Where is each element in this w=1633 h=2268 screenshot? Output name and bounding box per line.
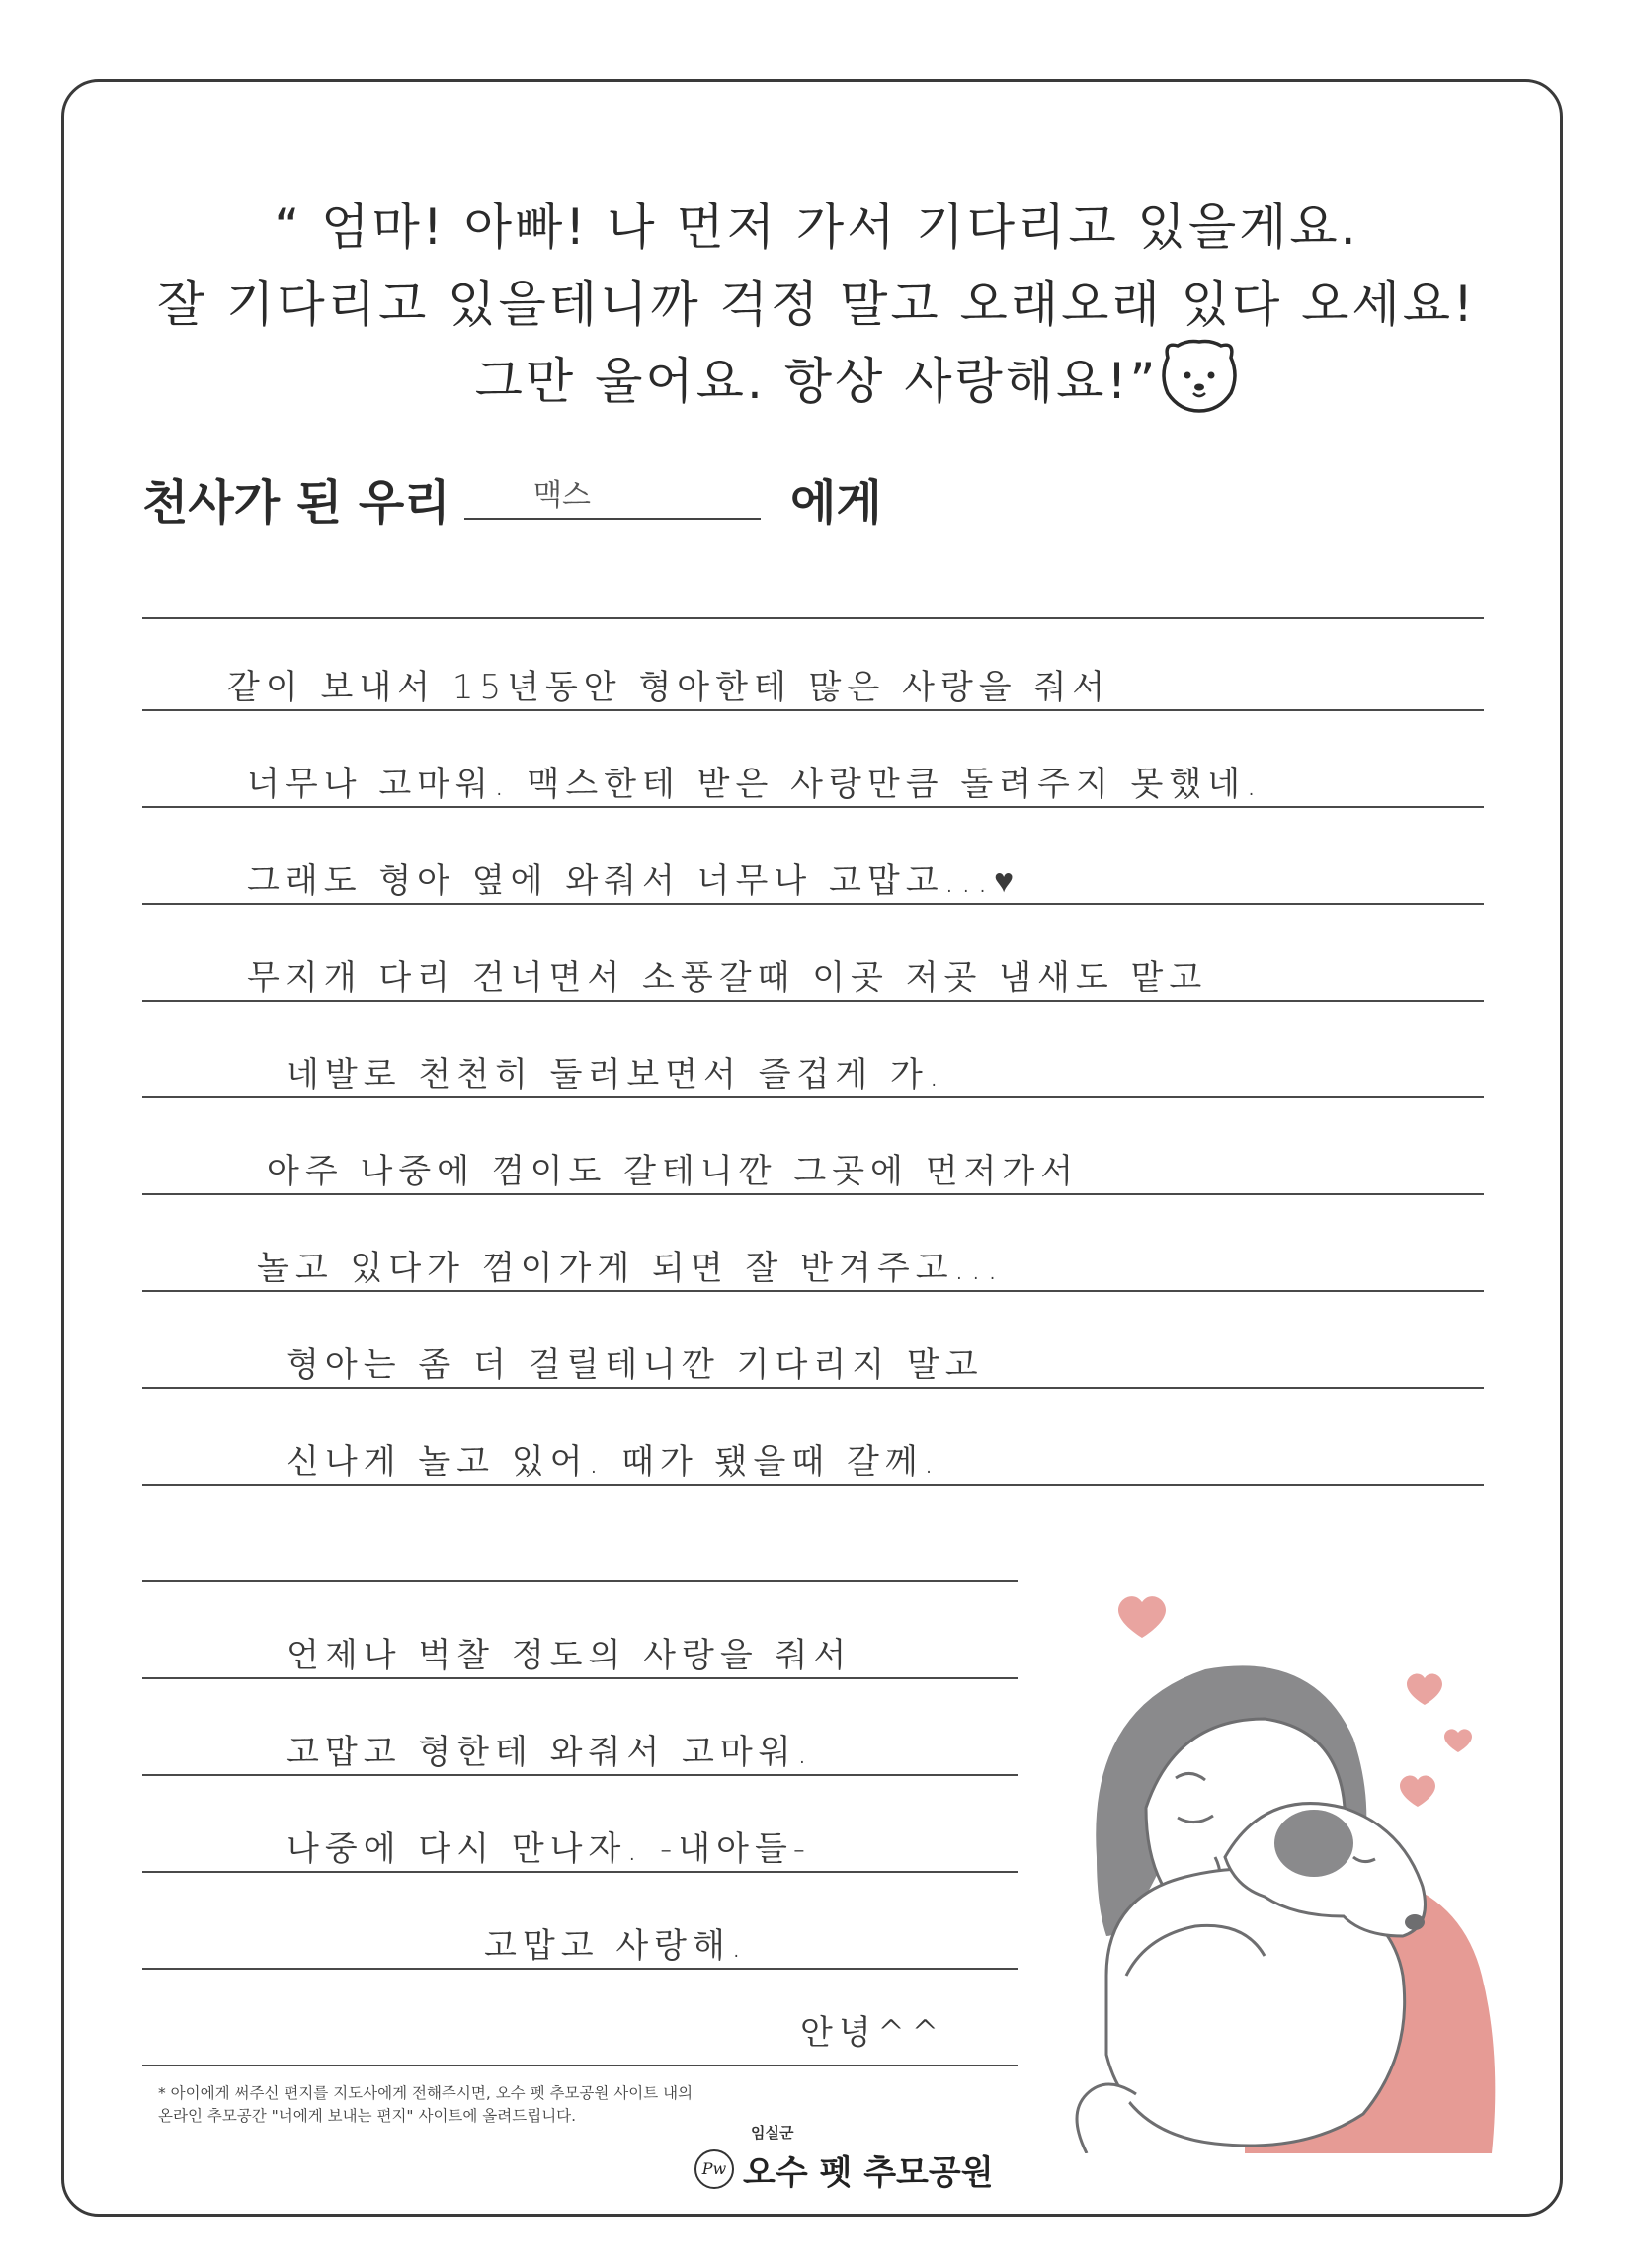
heart-icon [1118, 1596, 1166, 1638]
closing-line: 고맙고 사랑해. [484, 1926, 748, 1966]
rule-line [142, 806, 1484, 808]
rule-line [142, 1387, 1484, 1389]
rule-line [142, 1580, 1018, 1582]
addressee-suffix: 에게 [790, 475, 882, 530]
rule-line [142, 1000, 1484, 1002]
quote-line-2: 잘 기다리고 있을테니까 걱정 말고 오래오래 있다 오세요! [156, 276, 1477, 333]
brand-name: 오수 펫 추모공원 [743, 2153, 994, 2193]
rule-line [142, 1290, 1484, 1292]
letter-line: 무지개 다리 건너면서 소풍갈때 이곳 저곳 냄새도 맡고 [247, 958, 1208, 998]
letter-line: 같이 보내서 15년동안 형아한테 많은 사랑을 줘서 [227, 668, 1111, 707]
rule-line [142, 1871, 1018, 1873]
rule-line [142, 709, 1484, 711]
rule-line [142, 903, 1484, 905]
rule-line [142, 1968, 1018, 1970]
rule-line [142, 1096, 1484, 1098]
letter-line: 네발로 천천히 둘러보면서 즐겁게 가. [286, 1055, 945, 1094]
letter-line: 그래도 형아 옆에 와줘서 너무나 고맙고...♥ [247, 861, 1021, 901]
rule-line [142, 1677, 1018, 1679]
rule-line [142, 1193, 1484, 1195]
brand-sub: 임실군 [751, 2124, 794, 2142]
rule-line [142, 1484, 1484, 1486]
name-underline [464, 518, 761, 520]
quote-line-3-text: 그만 울어요. 항상 사랑해요!” [474, 353, 1159, 410]
letter-line: 너무나 고마워. 맥스한테 받은 사랑만큼 돌려주지 못했네. [247, 765, 1263, 804]
heart-icon [1444, 1729, 1472, 1752]
letter-line: 신나게 놀고 있어. 때가 됐을때 갈께. [286, 1442, 940, 1482]
closing-line: 나중에 다시 만나자. -내아들- [286, 1829, 812, 1869]
footnote-line-2: 온라인 추모공간 "너에게 보내는 편지" 사이트에 올려드립니다. [158, 2107, 577, 2125]
rule-line [142, 1774, 1018, 1776]
heart-icon [1407, 1674, 1442, 1705]
closing-line: 고맙고 형한테 와줘서 고마워. [286, 1733, 814, 1772]
hug-illustration [1067, 1561, 1502, 2153]
quote-line-1: “ 엄마! 아빠! 나 먼저 가서 기다리고 있을게요. [274, 199, 1359, 256]
quote-line-3 [0, 342, 1633, 413]
rule-line [142, 617, 1484, 619]
closing-line: 언제나 벅찰 정도의 사랑을 줘서 [286, 1636, 853, 1675]
letter-line: 놀고 있다가 껌이가게 되면 잘 반겨주고... [257, 1249, 1004, 1288]
heart-icon [1400, 1776, 1435, 1807]
footnote-line-1: * 아이에게 써주신 편지를 지도사에게 전해주시면, 오수 펫 추모공원 사이트 내의 [158, 2084, 694, 2102]
letter-line: 형아는 좀 더 걸릴테니깐 기다리지 말고 [286, 1345, 984, 1385]
closing-signature: 안녕^^ [800, 2013, 945, 2053]
logo-mark-icon: Pw [694, 2149, 734, 2189]
footnote [158, 2082, 693, 2128]
addressee-name: 맥스 [533, 478, 591, 513]
addressee-prefix: 천사가 된 우리 [142, 475, 450, 530]
letter-line: 아주 나중에 껌이도 갈테니깐 그곳에 먼저가서 [267, 1152, 1080, 1191]
dog-face-icon [1158, 336, 1241, 415]
rule-line [142, 2065, 1018, 2066]
